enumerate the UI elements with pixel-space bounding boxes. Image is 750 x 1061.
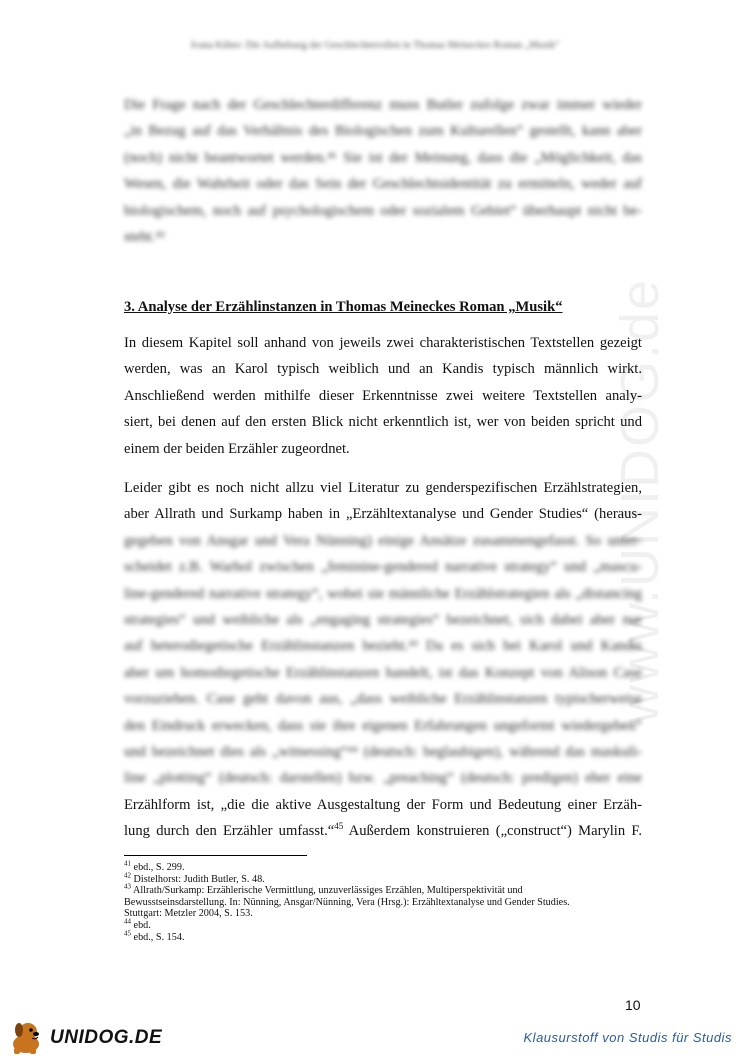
text-line: line-gendered narrative strategy“, wobei sie männliche Erzählstrategien als „distancing (124, 585, 642, 602)
footnote-number: 43 (124, 882, 131, 891)
text-line: Die Frage nach der Geschlechterdifferenz muss Butler zufolge zwar immer wieder (124, 97, 642, 113)
footnote (124, 859, 644, 874)
footnote-text: ebd., S. 299. (131, 862, 185, 873)
footnote (124, 917, 644, 932)
text-line: auf heterodiegetische Erzählinstanzen bezieht.⁴³ Da es sich bei Karol und Kandis (124, 638, 642, 655)
blurred-passage (124, 528, 642, 792)
footnote (124, 929, 644, 944)
footnote-ref: 45 (334, 821, 344, 832)
footnote-divider (124, 855, 307, 856)
footnote (124, 897, 644, 909)
footnote-text: Stuttgart: Metzler 2004, S. 153. (124, 908, 253, 920)
text-line: aber um homodiegetische Erzählinstanzen handelt, ist das Konzept von Alison Case (124, 664, 642, 681)
paragraph-literature (124, 475, 642, 845)
text-line: biologischem, noch auf psychologischem oder sozialem Gebiet“ überhaupt nicht be- (124, 202, 642, 219)
text-line: einem der beiden Erzähler zugeordnet. (124, 440, 350, 457)
logo-text: UNIDOG.DE (50, 1027, 163, 1048)
text-line: steht.⁴² (124, 229, 165, 246)
footnote-text: Bewusstseinsdarstellung. In: Nünning, Ansgar/Nünning, Vera (Hrsg.): Erzähltextanalyse und Gender Studies. (124, 896, 570, 908)
text-line: strategies“ und weibliche als „engaging strategies“ bezeichnet, sich dabei aber nur (124, 612, 642, 629)
text-span: Außerdem konstruieren („construct“) Marylin F. (343, 823, 643, 840)
dog-icon (8, 1020, 48, 1056)
footnote (124, 871, 644, 886)
footnote-text: Distelhorst: Judith Butler, S. 48. (131, 873, 265, 885)
text-line: Erzählform ist, „die die aktive Ausgestaltung der Form und Bedeutung einer Erzäh- (124, 796, 642, 813)
text-line (124, 818, 642, 844)
logo (8, 1018, 162, 1058)
footnotes (124, 859, 644, 943)
footnote-text: ebd., S. 154. (131, 931, 185, 943)
text-line: Wesen, die Wahrheit oder das Sein der Geschlechtsidentität zu ermitteln, weder auf (124, 176, 642, 193)
footnote-text: Allrath/Surkamp: Erzählerische Vermittlung, unzuverlässiges Erzählen, Multiperspektivität und (131, 885, 523, 897)
text-line: (noch) nicht beantwortet werden.⁴¹ Sie ist der Meinung, dass die „Möglichkeit, das (124, 149, 642, 166)
footnote (124, 882, 644, 897)
tagline: Klausurstoff von Studis für Studis (523, 1030, 732, 1045)
page-number: 10 (625, 997, 641, 1013)
text-line: Anschließend werden mithilfe dieser Erkenntnisse zwei weitere Textstellen analy- (124, 387, 642, 404)
footnote-number: 44 (124, 917, 131, 926)
text-line: aber Allrath und Surkamp haben in „Erzähltextanalyse und Gender Studies“ (heraus- (124, 506, 642, 523)
text-line: vorzuziehen. Case geht davon aus, „dass weibliche Erzählinstanzen typischerweise (124, 691, 642, 708)
text-line: werden, was an Karol typisch weiblich und an Kandis typisch männlich wirkt. (124, 361, 642, 378)
text-line: line „plotting“ (deutsch: darstellen) bzw. „preaching“ (deutsch: predigen) eher eine (124, 770, 642, 787)
footnote-number: 41 (124, 859, 131, 868)
footnote-text: ebd. (131, 919, 151, 931)
paragraph-intro (124, 330, 642, 462)
footnote (124, 908, 644, 920)
text-line: den Eindruck erwecken, dass sie ihre eigenen Erfahrungen ungeformt wiedergeben“ (124, 717, 642, 734)
text-line: und bezeichnet dies als „witnessing“⁴⁴ (deutsch: beglaubigen), während das maskuli- (124, 744, 642, 761)
running-header: Ivana Küber: Die Aufhebung der Geschlechterrollen in Thomas Meineckes Roman „Musik“ (190, 40, 560, 51)
text-span: lung durch den Erzähler umfasst.“ (124, 823, 335, 840)
blurred-top-paragraph (124, 92, 642, 250)
footnote-number: 42 (124, 871, 131, 880)
text-line: siert, bei denen auf den ersten Blick nicht erkenntlich ist, wer von beiden spricht und (124, 414, 642, 431)
text-line: In diesem Kapitel soll anhand von jeweils zwei charakteristischen Textstellen gezeigt (124, 335, 642, 351)
text-line: gegeben von Ansgar und Vera Nünning) einige Ansätze zusammengefasst. So unter- (124, 532, 642, 549)
footnote-number: 45 (124, 929, 131, 938)
text-line: „in Bezug auf das Verhältnis des Biologischen zum Kulturellen“ gestellt, kann aber (124, 123, 642, 140)
section-heading: 3. Analyse der Erzählinstanzen in Thomas Meineckes Roman „Musik“ (124, 299, 563, 315)
watermark: www.UNIDOG.de (610, 277, 670, 725)
text-line: Leider gibt es noch nicht allzu viel Literatur zu genderspezifischen Erzählstrategien, (124, 480, 642, 496)
text-line: scheidet z.B. Warhol zwischen „feminine-gendered narrative strategy“ und „mascu- (124, 559, 642, 576)
